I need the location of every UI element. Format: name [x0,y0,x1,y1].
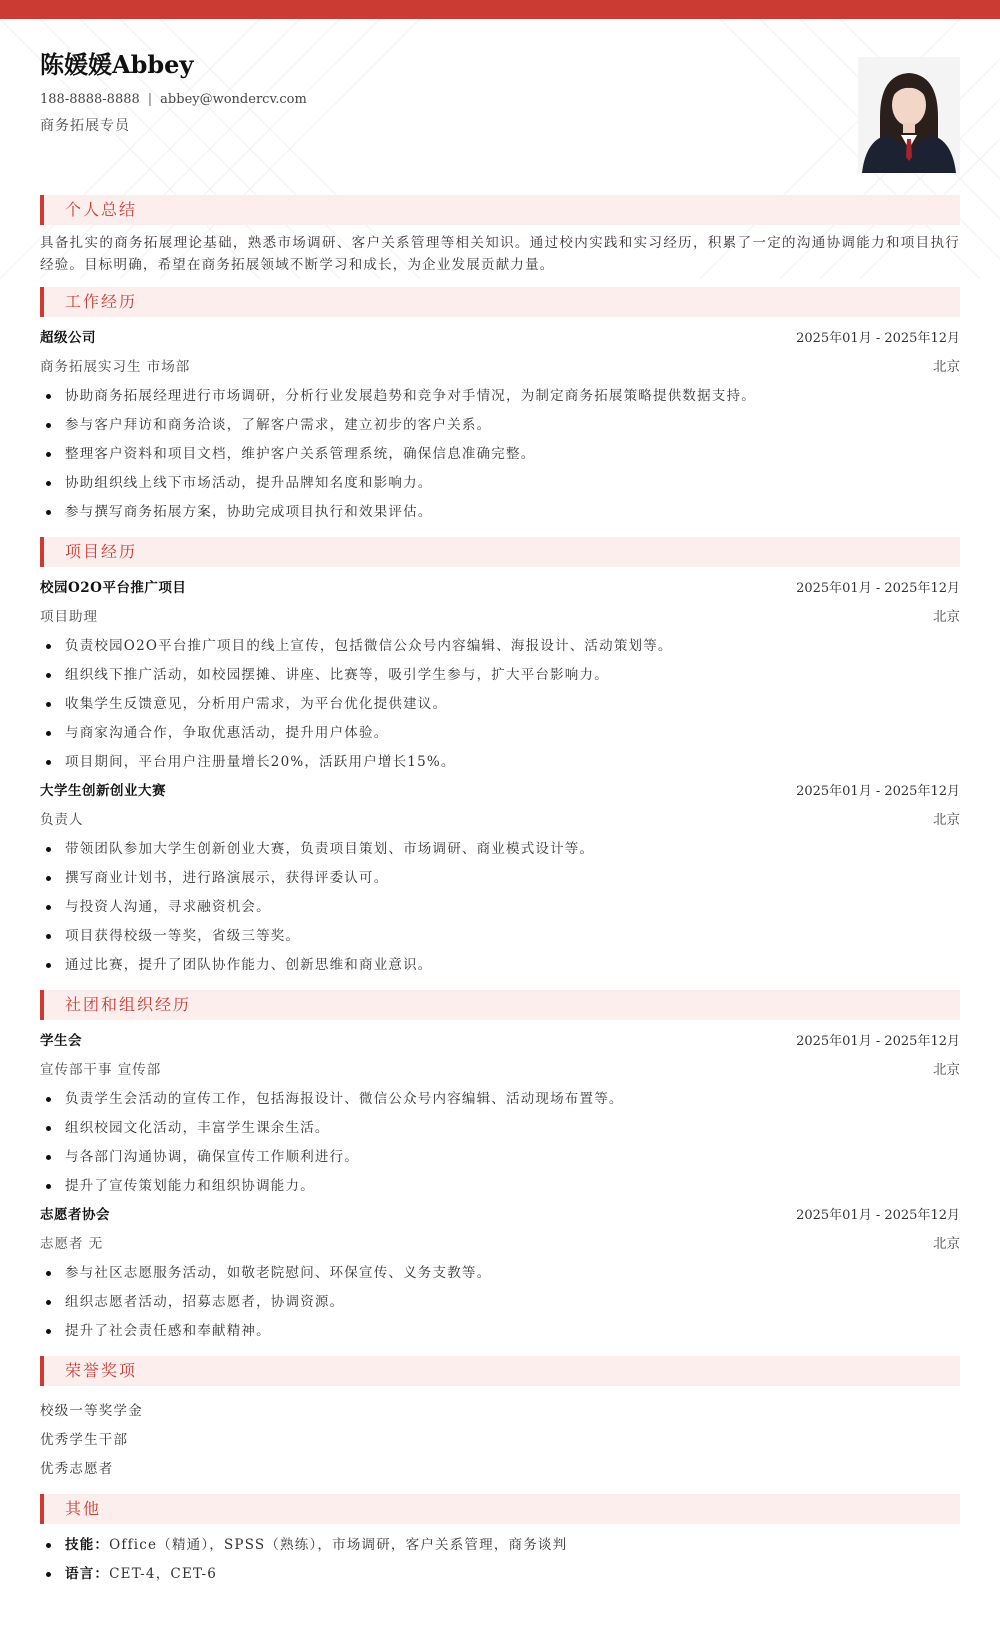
list-item: 与各部门沟通协调，确保宣传工作顺利进行。 [40,1143,960,1172]
entry-role: 志愿者 无 [40,1236,104,1252]
honor-item: 校级一等奖学金 [40,1403,143,1419]
section-title: 个人总结 [65,200,138,219]
list-item: 组织线下推广活动，如校园摆摊、讲座、比赛等，吸引学生参与，扩大平台影响力。 [40,661,960,690]
list-item: 协助商务拓展经理进行市场调研，分析行业发展趋势和竞争对手情况，为制定商务拓展策略提供数据支持。 [40,382,960,411]
section-summary-header [40,195,960,225]
entry-location: 北京 [933,1236,960,1252]
section-honors-header [40,1356,960,1386]
entry-organization: 学生会 [40,1033,82,1049]
entry-date: 2025年01月 - 2025年12月 [796,581,960,596]
list-item: 提升了社会责任感和奉献精神。 [40,1317,960,1346]
bullet-list [40,1259,960,1346]
list-item: 负责校园O2O平台推广项目的线上宣传，包括微信公众号内容编辑、海报设计、活动策划等。 [40,632,960,661]
resume-header [40,48,800,137]
work-entry [40,324,960,527]
list-item: 与投资人沟通，寻求融资机会。 [40,893,960,922]
section-projects-header [40,537,960,567]
club-entry [40,1027,960,1201]
honor-item: 优秀志愿者 [40,1461,114,1477]
top-accent-bar [0,0,1000,19]
language-value: CET-4，CET-6 [109,1566,218,1582]
section-other-header [40,1494,960,1524]
list-item: 提升了宣传策划能力和组织协调能力。 [40,1172,960,1201]
section-work-header [40,287,960,317]
bullet-list [40,382,960,527]
contact-line [40,90,800,110]
entry-role: 负责人 [40,812,84,828]
entry-date: 2025年01月 - 2025年12月 [796,331,960,346]
profile-photo [858,57,960,173]
bullet-list [40,632,960,777]
language-label: 语言： [65,1566,110,1582]
list-item: 通过比赛，提升了团队协作能力、创新思维和商业意识。 [40,951,960,980]
entry-role: 宣传部干事 宣传部 [40,1062,162,1078]
list-item: 项目获得校级一等奖，省级三等奖。 [40,922,960,951]
list-item: 参与客户拜访和商务洽谈，了解客户需求，建立初步的客户关系。 [40,411,960,440]
bullet-list [40,1531,960,1589]
section-title: 其他 [65,1499,102,1518]
list-item: 收集学生反馈意见，分析用户需求，为平台优化提供建议。 [40,690,960,719]
list-item: 撰写商业计划书，进行路演展示，获得评委认可。 [40,864,960,893]
entry-location: 北京 [933,359,960,375]
section-title: 社团和组织经历 [65,995,192,1014]
section-title: 项目经历 [65,542,138,561]
entry-date: 2025年01月 - 2025年12月 [796,1208,960,1223]
list-item: 负责学生会活动的宣传工作，包括海报设计、微信公众号内容编辑、活动现场布置等。 [40,1085,960,1114]
entry-location: 北京 [933,1062,960,1078]
list-item: 组织校园文化活动，丰富学生课余生活。 [40,1114,960,1143]
section-clubs-header [40,990,960,1020]
summary-text: 具备扎实的商务拓展理论基础，熟悉市场调研、客户关系管理等相关知识。通过校内实践和实习经历，积累了一定的沟通协调能力和项目执行经验。目标明确，希望在商务拓展领域不断学习和成长，为企业发展贡献力量。 [40,235,960,273]
bullet-list [40,1085,960,1201]
contact-separator: | [147,92,153,107]
list-item: 参与社区志愿服务活动，如敬老院慰问、环保宣传、义务支教等。 [40,1259,960,1288]
phone-number: 188-8888-8888 [40,92,140,107]
resume-body [40,195,960,1589]
entry-organization: 校园O2O平台推广项目 [40,580,187,596]
candidate-name: 陈媛媛Abbey [40,50,194,79]
email-address: abbey@wondercv.com [160,92,307,107]
list-item: 组织志愿者活动，招募志愿者，协调资源。 [40,1288,960,1317]
entry-date: 2025年01月 - 2025年12月 [796,1034,960,1049]
section-title: 工作经历 [65,292,138,311]
skills-value: Office（精通），SPSS（熟练），市场调研，客户关系管理，商务谈判 [109,1537,568,1553]
job-intention: 商务拓展专员 [40,118,130,134]
list-item: 整理客户资料和项目文档，维护客户关系管理系统，确保信息准确完整。 [40,440,960,469]
skills-label: 技能： [65,1537,110,1553]
list-item [40,1531,960,1560]
entry-organization: 志愿者协会 [40,1207,110,1223]
entry-date: 2025年01月 - 2025年12月 [796,784,960,799]
list-item: 带领团队参加大学生创新创业大赛，负责项目策划、市场调研、商业模式设计等。 [40,835,960,864]
list-item: 项目期间，平台用户注册量增长20%，活跃用户增长15%。 [40,748,960,777]
honor-item: 优秀学生干部 [40,1432,129,1448]
project-entry [40,777,960,980]
entry-location: 北京 [933,609,960,625]
entry-location: 北京 [933,812,960,828]
list-item: 协助组织线上线下市场活动，提升品牌知名度和影响力。 [40,469,960,498]
club-entry [40,1201,960,1346]
section-title: 荣誉奖项 [65,1361,138,1380]
bullet-list [40,835,960,980]
entry-organization: 超级公司 [40,330,96,346]
list-item: 参与撰写商务拓展方案，协助完成项目执行和效果评估。 [40,498,960,527]
entry-organization: 大学生创新创业大赛 [40,783,166,799]
entry-role: 商务拓展实习生 市场部 [40,359,191,375]
list-item [40,1560,960,1589]
entry-role: 项目助理 [40,609,98,625]
project-entry [40,574,960,777]
list-item: 与商家沟通合作，争取优惠活动，提升用户体验。 [40,719,960,748]
